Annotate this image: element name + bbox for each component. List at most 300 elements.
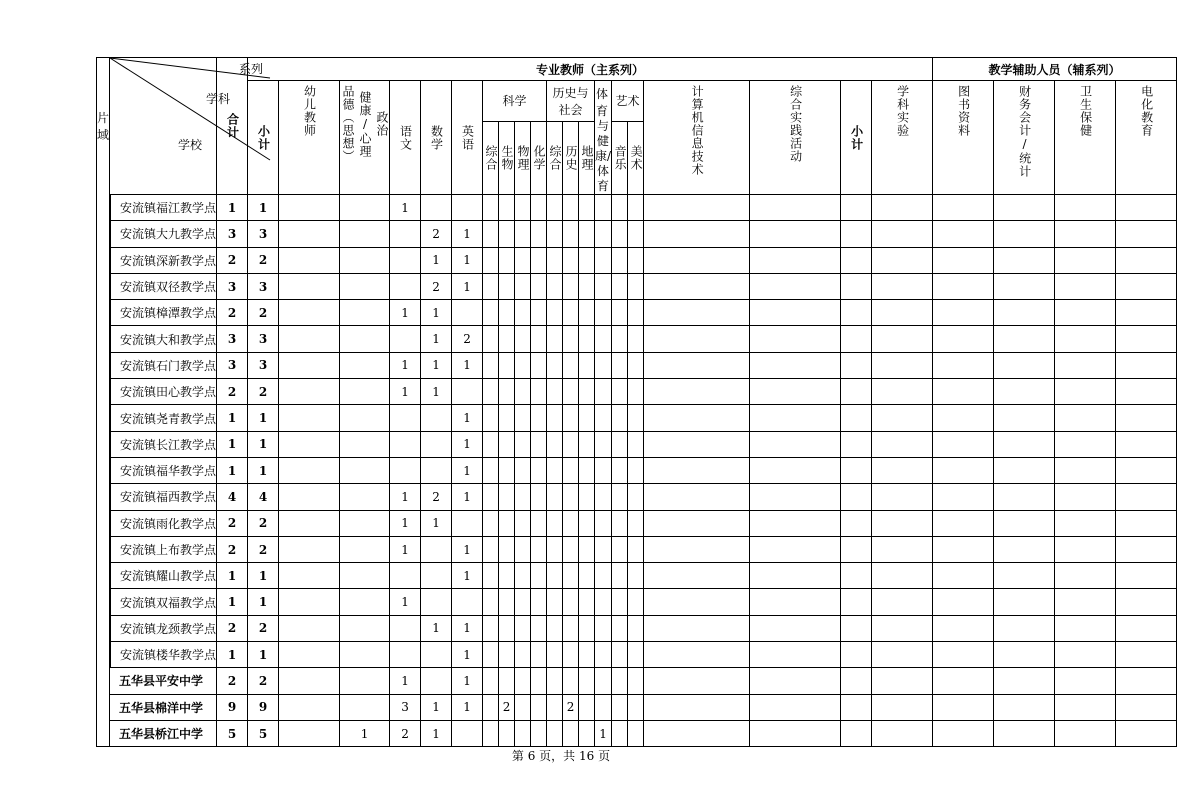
cell-english: 1	[452, 273, 483, 299]
school-name: 安流镇龙颈教学点	[111, 615, 217, 641]
cell-it	[644, 431, 750, 457]
cell-it	[644, 221, 750, 247]
cell-total: 1	[217, 642, 248, 668]
cell-english	[452, 300, 483, 326]
table-row	[97, 589, 1177, 615]
cell-hs_comp	[547, 484, 563, 510]
moral-header	[340, 81, 390, 195]
cell-fine_art	[628, 510, 644, 536]
cell-clinic	[1055, 668, 1116, 694]
cell-math	[421, 405, 452, 431]
table-row	[97, 352, 1177, 378]
cell-fine_art	[628, 379, 644, 405]
cell-total: 1	[217, 195, 248, 221]
cell-it	[644, 615, 750, 641]
cell-it	[644, 694, 750, 720]
diag-series-label: 系列	[239, 62, 264, 76]
cell-library	[933, 405, 994, 431]
cell-subtotal: 1	[248, 405, 279, 431]
cell-english: 1	[452, 563, 483, 589]
cell-geography	[579, 300, 595, 326]
cell-preschool	[279, 668, 340, 694]
cell-total: 4	[217, 484, 248, 510]
cell-preschool	[279, 195, 340, 221]
cell-physics	[515, 457, 531, 483]
staffing-table	[96, 57, 1177, 747]
cell-history	[563, 431, 579, 457]
cell-physics	[515, 326, 531, 352]
cell-accounting	[994, 536, 1055, 562]
cell-math	[421, 195, 452, 221]
cell-pe: 1	[595, 720, 612, 746]
cell-it	[644, 379, 750, 405]
cell-lab	[872, 457, 933, 483]
cell-it	[644, 405, 750, 431]
region-cell	[97, 195, 110, 747]
cell-clinic	[1055, 195, 1116, 221]
cell-library	[933, 431, 994, 457]
cell-biology	[499, 352, 515, 378]
cell-hs_comp	[547, 615, 563, 641]
science-header: 科学	[483, 81, 547, 122]
cell-music	[612, 668, 628, 694]
cell-math: 2	[421, 221, 452, 247]
cell-practice	[750, 195, 841, 221]
cell-english: 1	[452, 221, 483, 247]
cell-pe	[595, 589, 612, 615]
physics-header: 物理	[515, 121, 531, 194]
cell-history	[563, 510, 579, 536]
cell-hs_comp	[547, 300, 563, 326]
cell-biology	[499, 379, 515, 405]
cell-history	[563, 720, 579, 746]
cell-total: 3	[217, 221, 248, 247]
cell-physics	[515, 379, 531, 405]
cell-aux_subtotal	[841, 563, 872, 589]
cell-lab	[872, 300, 933, 326]
cell-av	[1116, 247, 1177, 273]
cell-preschool	[279, 247, 340, 273]
school-name: 安流镇大九教学点	[111, 221, 217, 247]
cell-accounting	[994, 615, 1055, 641]
cell-total: 1	[217, 457, 248, 483]
cell-library	[933, 352, 994, 378]
cell-sci_comp	[483, 484, 499, 510]
cell-lab	[872, 326, 933, 352]
it-header: 计算机信息技术	[644, 81, 750, 195]
cell-it	[644, 589, 750, 615]
practice-header: 综合实践活动	[750, 81, 841, 195]
cell-practice	[750, 563, 841, 589]
math-header: 数学	[421, 81, 452, 195]
cell-practice	[750, 720, 841, 746]
cell-sci_comp	[483, 352, 499, 378]
cell-sci_comp	[483, 326, 499, 352]
cell-music	[612, 510, 628, 536]
table-row	[97, 668, 1177, 694]
cell-sci_comp	[483, 615, 499, 641]
cell-practice	[750, 221, 841, 247]
cell-history	[563, 615, 579, 641]
cell-aux_subtotal	[841, 379, 872, 405]
cell-history	[563, 300, 579, 326]
cell-physics	[515, 300, 531, 326]
cell-chinese	[390, 273, 421, 299]
cell-av	[1116, 457, 1177, 483]
cell-total: 5	[217, 720, 248, 746]
cell-geography	[579, 642, 595, 668]
cell-library	[933, 221, 994, 247]
cell-music	[612, 563, 628, 589]
cell-subtotal: 4	[248, 484, 279, 510]
cell-preschool	[279, 720, 340, 746]
cell-english: 1	[452, 352, 483, 378]
cell-subtotal: 1	[248, 457, 279, 483]
diag-subject-label: 学科	[206, 92, 231, 106]
cell-sci_comp	[483, 273, 499, 299]
cell-chemistry	[531, 195, 547, 221]
cell-chemistry	[531, 536, 547, 562]
cell-physics	[515, 247, 531, 273]
cell-it	[644, 484, 750, 510]
cell-total: 2	[217, 300, 248, 326]
cell-library	[933, 379, 994, 405]
cell-history	[563, 484, 579, 510]
cell-chinese	[390, 563, 421, 589]
subtotal-header: 小计	[248, 81, 279, 195]
cell-sci_comp	[483, 510, 499, 536]
table-row	[97, 379, 1177, 405]
cell-sci_comp	[483, 379, 499, 405]
cell-geography	[579, 326, 595, 352]
cell-accounting	[994, 694, 1055, 720]
cell-av	[1116, 563, 1177, 589]
cell-total: 2	[217, 668, 248, 694]
cell-chemistry	[531, 352, 547, 378]
cell-biology	[499, 273, 515, 299]
table-row	[97, 326, 1177, 352]
cell-sci_comp	[483, 300, 499, 326]
cell-geography	[579, 221, 595, 247]
cell-pe	[595, 484, 612, 510]
cell-hs_comp	[547, 694, 563, 720]
cell-chinese: 2	[390, 720, 421, 746]
table-row	[97, 431, 1177, 457]
cell-pe	[595, 405, 612, 431]
cell-aux_subtotal	[841, 615, 872, 641]
cell-math: 1	[421, 352, 452, 378]
cell-hs_comp	[547, 720, 563, 746]
cell-chemistry	[531, 326, 547, 352]
cell-chinese: 1	[390, 510, 421, 536]
cell-english	[452, 379, 483, 405]
cell-hs_comp	[547, 247, 563, 273]
cell-lab	[872, 694, 933, 720]
cell-chinese	[390, 221, 421, 247]
cell-chinese	[390, 431, 421, 457]
cell-pe	[595, 510, 612, 536]
cell-history	[563, 379, 579, 405]
cell-english	[452, 720, 483, 746]
cell-aux_subtotal	[841, 536, 872, 562]
cell-history	[563, 589, 579, 615]
cell-geography	[579, 379, 595, 405]
cell-it	[644, 536, 750, 562]
cell-biology	[499, 563, 515, 589]
cell-it	[644, 326, 750, 352]
cell-av	[1116, 326, 1177, 352]
cell-lab	[872, 352, 933, 378]
clinic-header: 卫生保健	[1055, 81, 1116, 195]
cell-sci_comp	[483, 720, 499, 746]
cell-moral	[340, 694, 390, 720]
cell-aux_subtotal	[841, 195, 872, 221]
cell-av	[1116, 615, 1177, 641]
cell-biology	[499, 431, 515, 457]
cell-it	[644, 195, 750, 221]
cell-fine_art	[628, 195, 644, 221]
table-row	[97, 615, 1177, 641]
cell-subtotal: 2	[248, 300, 279, 326]
cell-lab	[872, 563, 933, 589]
cell-av	[1116, 221, 1177, 247]
arts-header: 艺术	[612, 81, 644, 122]
cell-fine_art	[628, 273, 644, 299]
cell-aux_subtotal	[841, 405, 872, 431]
cell-chinese: 1	[390, 379, 421, 405]
cell-preschool	[279, 563, 340, 589]
cell-music	[612, 326, 628, 352]
cell-it	[644, 563, 750, 589]
cell-clinic	[1055, 457, 1116, 483]
cell-preschool	[279, 615, 340, 641]
cell-moral	[340, 326, 390, 352]
cell-lab	[872, 642, 933, 668]
cell-biology	[499, 221, 515, 247]
cell-music	[612, 379, 628, 405]
cell-library	[933, 563, 994, 589]
cell-subtotal: 2	[248, 379, 279, 405]
cell-english: 1	[452, 642, 483, 668]
cell-preschool	[279, 273, 340, 299]
total-header: 合计	[217, 58, 248, 195]
politics-label: 政治	[375, 111, 390, 137]
history-social-header: 历史与社会	[547, 81, 595, 122]
cell-moral	[340, 615, 390, 641]
cell-pe	[595, 273, 612, 299]
cell-accounting	[994, 273, 1055, 299]
cell-library	[933, 536, 994, 562]
cell-accounting	[994, 563, 1055, 589]
cell-moral	[340, 510, 390, 536]
page-footer: 第 6 页，共 16 页	[511, 749, 611, 763]
cell-physics	[515, 589, 531, 615]
cell-math: 2	[421, 273, 452, 299]
cell-fine_art	[628, 405, 644, 431]
cell-history	[563, 247, 579, 273]
table-row	[97, 221, 1177, 247]
pe-label-a: 体育	[596, 87, 609, 118]
school-name: 安流镇上布教学点	[111, 536, 217, 562]
cell-subtotal: 1	[248, 195, 279, 221]
moral-label: 品德（思想）	[341, 85, 356, 163]
cell-fine_art	[628, 431, 644, 457]
cell-total: 1	[217, 563, 248, 589]
cell-preschool	[279, 510, 340, 536]
cell-moral	[340, 247, 390, 273]
cell-moral	[340, 668, 390, 694]
cell-subtotal: 2	[248, 247, 279, 273]
cell-math: 1	[421, 247, 452, 273]
cell-math: 1	[421, 300, 452, 326]
school-name: 安流镇樟潭教学点	[111, 300, 217, 326]
cell-total: 2	[217, 615, 248, 641]
cell-music	[612, 536, 628, 562]
cell-math: 1	[421, 326, 452, 352]
cell-hs_comp	[547, 457, 563, 483]
cell-biology: 2	[499, 694, 515, 720]
cell-biology	[499, 484, 515, 510]
cell-sci_comp	[483, 589, 499, 615]
cell-music	[612, 720, 628, 746]
cell-total: 1	[217, 589, 248, 615]
cell-math: 1	[421, 379, 452, 405]
cell-hs_comp	[547, 431, 563, 457]
school-name: 五华县棉洋中学	[110, 694, 217, 720]
cell-subtotal: 1	[248, 589, 279, 615]
sci-comp-header: 综合	[483, 121, 499, 194]
cell-total: 9	[217, 694, 248, 720]
school-name: 五华县平安中学	[110, 668, 217, 694]
cell-hs_comp	[547, 379, 563, 405]
library-header: 图书资料	[933, 81, 994, 195]
biology-header: 生物	[499, 121, 515, 194]
cell-hs_comp	[547, 589, 563, 615]
cell-chemistry	[531, 273, 547, 299]
cell-physics	[515, 694, 531, 720]
cell-pe	[595, 563, 612, 589]
cell-aux_subtotal	[841, 589, 872, 615]
cell-chinese: 1	[390, 300, 421, 326]
health-label: 健康/心理	[358, 90, 373, 158]
cell-accounting	[994, 405, 1055, 431]
cell-fine_art	[628, 668, 644, 694]
cell-math	[421, 536, 452, 562]
table-row	[97, 720, 1177, 746]
cell-english: 1	[452, 247, 483, 273]
cell-history	[563, 405, 579, 431]
cell-music	[612, 615, 628, 641]
cell-it	[644, 457, 750, 483]
cell-lab	[872, 536, 933, 562]
cell-geography	[579, 563, 595, 589]
cell-av	[1116, 431, 1177, 457]
cell-accounting	[994, 642, 1055, 668]
cell-av	[1116, 352, 1177, 378]
cell-english: 1	[452, 457, 483, 483]
cell-av	[1116, 273, 1177, 299]
cell-chemistry	[531, 668, 547, 694]
chemistry-header: 化学	[531, 121, 547, 194]
cell-chemistry	[531, 247, 547, 273]
cell-it	[644, 247, 750, 273]
cell-history	[563, 563, 579, 589]
cell-english: 1	[452, 431, 483, 457]
diag-school-label: 学校	[178, 138, 203, 152]
cell-geography	[579, 694, 595, 720]
cell-lab	[872, 431, 933, 457]
cell-math	[421, 589, 452, 615]
cell-chemistry	[531, 405, 547, 431]
cell-moral	[340, 589, 390, 615]
cell-av	[1116, 300, 1177, 326]
cell-lab	[872, 615, 933, 641]
cell-fine_art	[628, 221, 644, 247]
cell-english: 1	[452, 615, 483, 641]
cell-moral	[340, 195, 390, 221]
cell-sci_comp	[483, 457, 499, 483]
cell-pe	[595, 457, 612, 483]
cell-music	[612, 352, 628, 378]
cell-preschool	[279, 300, 340, 326]
cell-moral	[340, 484, 390, 510]
cell-library	[933, 720, 994, 746]
cell-chinese	[390, 615, 421, 641]
cell-fine_art	[628, 300, 644, 326]
cell-clinic	[1055, 615, 1116, 641]
cell-moral: 1	[340, 720, 390, 746]
cell-chinese: 1	[390, 536, 421, 562]
cell-english: 2	[452, 326, 483, 352]
cell-geography	[579, 431, 595, 457]
cell-biology	[499, 615, 515, 641]
cell-moral	[340, 273, 390, 299]
cell-accounting	[994, 300, 1055, 326]
music-header: 音乐	[612, 121, 628, 194]
cell-clinic	[1055, 352, 1116, 378]
cell-aux_subtotal	[841, 221, 872, 247]
cell-math	[421, 668, 452, 694]
cell-chemistry	[531, 615, 547, 641]
cell-subtotal: 9	[248, 694, 279, 720]
cell-subtotal: 2	[248, 668, 279, 694]
cell-chemistry	[531, 589, 547, 615]
cell-accounting	[994, 457, 1055, 483]
school-name: 安流镇福华教学点	[111, 457, 217, 483]
cell-it	[644, 273, 750, 299]
cell-chemistry	[531, 431, 547, 457]
cell-aux_subtotal	[841, 300, 872, 326]
cell-geography	[579, 589, 595, 615]
cell-chemistry	[531, 300, 547, 326]
cell-geography	[579, 457, 595, 483]
cell-total: 3	[217, 352, 248, 378]
cell-library	[933, 615, 994, 641]
table-row	[97, 536, 1177, 562]
cell-clinic	[1055, 642, 1116, 668]
cell-preschool	[279, 379, 340, 405]
cell-preschool	[279, 484, 340, 510]
pe-label-b: 与健康/体育	[595, 119, 612, 193]
cell-fine_art	[628, 484, 644, 510]
cell-clinic	[1055, 379, 1116, 405]
cell-chinese: 1	[390, 668, 421, 694]
cell-accounting	[994, 352, 1055, 378]
cell-pe	[595, 221, 612, 247]
cell-library	[933, 668, 994, 694]
cell-lab	[872, 589, 933, 615]
cell-aux_subtotal	[841, 642, 872, 668]
